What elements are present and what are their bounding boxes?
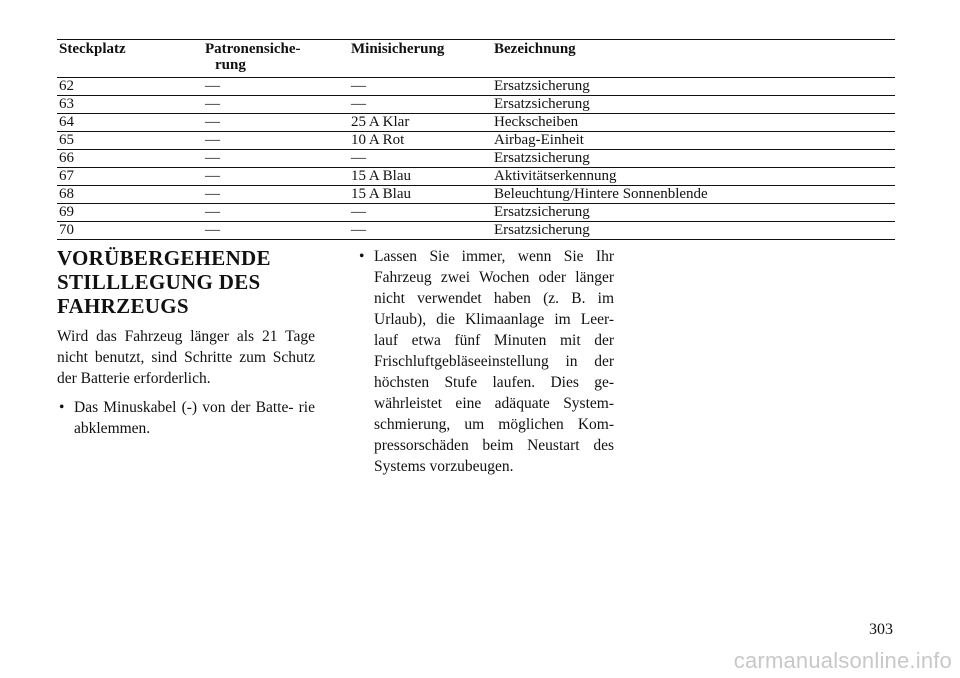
cell-description: Ersatzsicherung (492, 204, 895, 222)
cell-description: Ersatzsicherung (492, 96, 895, 114)
bullet-icon: • (359, 248, 365, 265)
intro-paragraph: Wird das Fahrzeug länger als 21 Tage nicht benutzt, sind Schritte zum Schutz der Batterie erforderlich. (57, 328, 315, 387)
cell-cartridge: — (203, 78, 349, 96)
cell-mini: 15 A Blau (349, 168, 492, 186)
cell-mini: — (349, 96, 492, 114)
cell-cartridge: — (203, 186, 349, 204)
bullet-item (57, 397, 315, 439)
cell-slot: 64 (57, 114, 203, 132)
cell-slot: 63 (57, 96, 203, 114)
table-row (57, 186, 895, 204)
fuse-table-header (57, 40, 895, 78)
cell-cartridge: — (203, 222, 349, 240)
fuse-table (57, 39, 895, 240)
section-title-line: VORÜBERGEHENDE (57, 246, 271, 270)
bullet-item (357, 246, 614, 477)
cell-slot: 68 (57, 186, 203, 204)
table-row (57, 114, 895, 132)
table-row (57, 204, 895, 222)
cell-mini: — (349, 222, 492, 240)
cell-description: Heckscheiben (492, 114, 895, 132)
cell-description: Ersatzsicherung (492, 222, 895, 240)
table-row (57, 150, 895, 168)
cell-mini: 25 A Klar (349, 114, 492, 132)
cell-mini: — (349, 78, 492, 96)
table-row (57, 78, 895, 96)
section-title-line: FAHRZEUGS (57, 294, 189, 318)
cell-cartridge: — (203, 96, 349, 114)
bullet-text: Lassen Sie immer, wenn Sie Ihr Fahrzeug zwei Wochen oder länger nicht verwendet haben (z. B. im Urlaub), die Klimaanlage im Leer- lauf etwa fünf Minuten mit der Frischluftgebläseeinstellung in der höchsten Stufe laufen. Dies ge- währleistet eine adäquate System- schmierung, um möglichen Kom- pressorschäden beim Neustart des Systems vorzubeugen. (374, 248, 614, 475)
cell-mini: — (349, 204, 492, 222)
cell-mini: 10 A Rot (349, 132, 492, 150)
cell-description: Ersatzsicherung (492, 150, 895, 168)
fuse-table-body (57, 78, 895, 240)
cell-cartridge: — (203, 150, 349, 168)
cell-description: Aktivitätserkennung (492, 168, 895, 186)
cell-mini: 15 A Blau (349, 186, 492, 204)
cell-slot: 70 (57, 222, 203, 240)
watermark-text: carmanualsonline.info (733, 648, 952, 673)
cell-cartridge: — (203, 168, 349, 186)
cell-slot: 67 (57, 168, 203, 186)
header-cartridge-line1: Patronensiche- (205, 41, 301, 57)
section-title-line: STILLLEGUNG DES (57, 270, 261, 294)
cell-description: Beleuchtung/Hintere Sonnenblende (492, 186, 895, 204)
cell-slot: 65 (57, 132, 203, 150)
header-slot: Steckplatz (57, 40, 203, 78)
cell-cartridge: — (203, 114, 349, 132)
section-title (57, 246, 315, 318)
cell-slot: 66 (57, 150, 203, 168)
bullet-icon: • (59, 399, 65, 416)
page-number: 303 (869, 621, 893, 638)
table-row (57, 168, 895, 186)
cell-cartridge: — (203, 132, 349, 150)
table-row (57, 132, 895, 150)
header-description: Bezeichnung (492, 40, 895, 78)
cell-description: Ersatzsicherung (492, 78, 895, 96)
cell-mini: — (349, 150, 492, 168)
header-cartridge-line2: rung (215, 57, 246, 73)
header-mini: Minisicherung (349, 40, 492, 78)
cell-slot: 62 (57, 78, 203, 96)
cell-cartridge: — (203, 204, 349, 222)
bullet-text: Das Minuskabel (-) von der Batte- rie abklemmen. (74, 399, 315, 437)
right-column (357, 246, 614, 477)
left-column (57, 246, 315, 439)
header-cartridge (203, 40, 349, 78)
table-row (57, 96, 895, 114)
cell-description: Airbag-Einheit (492, 132, 895, 150)
cell-slot: 69 (57, 204, 203, 222)
table-row (57, 222, 895, 240)
